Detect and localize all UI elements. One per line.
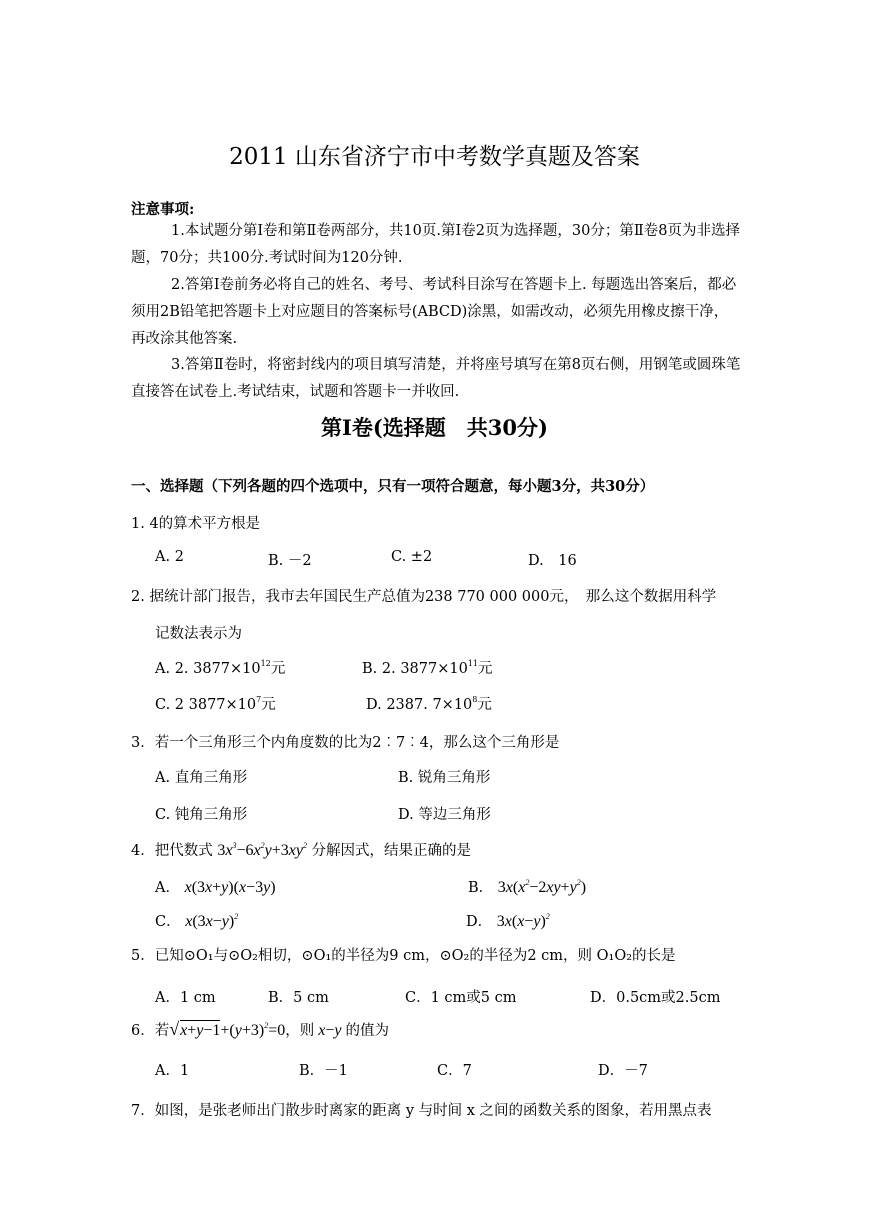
q3-option-a: A. 直角三角形 (155, 770, 248, 786)
q6-option-d: D．－7 (598, 1063, 648, 1079)
q6-option-b: B．－1 (299, 1063, 348, 1079)
q1-option-b: B. －2 (268, 553, 312, 569)
question-3-stem: 3．若一个三角形三个内角度数的比为2︰7︰4，那么这个三角形是 (131, 735, 560, 751)
q5-option-d: D．0.5cm或2.5cm (590, 990, 721, 1006)
q5-option-a: A．1 cm (155, 990, 216, 1006)
q4-option-d: D． $3x(x-y)^2$ (466, 912, 550, 930)
q5-option-b: B．5 cm (268, 990, 329, 1006)
question-2-stem-line1: 2. 据统计部门报告，我市去年国民生产总值为238 770 000 000元， 那么这个数据用科学 (131, 589, 717, 605)
q3-option-b: B. 锐角三角形 (398, 770, 491, 786)
q1-option-d: D. 16 (528, 553, 577, 569)
q4-expression: $3x^3-6x^2y+3xy^2$ (217, 841, 307, 859)
q6-option-c: C．7 (437, 1063, 472, 1079)
question-1-stem: 1. 4的算术平方根是 (131, 516, 261, 532)
q2-option-d: D. 2387. $7\times 10^8$元 (366, 695, 492, 713)
q4-option-b: B． $3x(x^2-2xy+y^2)$ (468, 878, 587, 896)
q2-option-b: B. 2. $3877\times 10^{11}$元 (362, 659, 493, 677)
question-2-stem-line2: 记数法表示为 (155, 626, 242, 642)
q3-option-d: D. 等边三角形 (398, 807, 491, 823)
q6-expression: $√x+y-1+(y+3)^2=0$ (169, 1019, 286, 1039)
q4-option-a: A． x(3x+y)(x−3y) (155, 879, 276, 896)
notice-item-3: 3.答第Ⅱ卷时，将密封线内的项目填写清楚，并将座号填写在第8页右侧，用钢笔或圆珠笔直接答在试卷上.考试结束，试题和答题卡一并收回. (131, 357, 741, 400)
q2-option-c: C. 2 $3877\times 10^7$元 (155, 695, 276, 713)
question-6-stem: 6．若$√x+y-1+(y+3)^2=0$，则 x−y 的值为 (131, 1019, 390, 1039)
q2-option-a: A. 2. $3877\times 10^{12}$元 (155, 659, 286, 677)
notice-item-1: 1.本试题分第Ⅰ卷和第Ⅱ卷两部分，共10页.第Ⅰ卷2页为选择题，30分；第Ⅱ卷8页为非选择题，70分；共100分.考试时间为120分钟. (131, 223, 740, 266)
part-heading: 一、选择题（下列各题的四个选项中，只有一项符合题意，每小题3分，共30分） (131, 478, 655, 495)
q3-option-c: C. 钝角三角形 (155, 807, 248, 823)
notice-heading: 注意事项: (131, 201, 195, 218)
q5-option-c: C．1 cm或5 cm (405, 990, 517, 1006)
q6-option-a: A．1 (155, 1063, 190, 1079)
question-7-stem: 7．如图，是张老师出门散步时离家的距离 y 与时间 x 之间的函数关系的图象，若用黑点表 (131, 1103, 712, 1119)
question-5-stem: 5．已知⊙O₁与⊙O₂相切，⊙O₁的半径为9 cm，⊙O₂的半径为2 cm，则 O₁O₂的长是 (131, 948, 676, 964)
q4-option-c: C． $x(3x-y)^2$ (155, 912, 239, 930)
q1-option-a: A. 2 (155, 549, 184, 565)
q1-option-c: C. ±2 (391, 549, 433, 565)
section-title: 第Ⅰ卷(选择题 共30分) (321, 415, 548, 440)
page-title: 2011 山东省济宁市中考数学真题及答案 (229, 144, 640, 170)
notice-item-2: 2.答第Ⅰ卷前务必将自己的姓名、考号、考试科目涂写在答题卡上. 每题选出答案后，都必须用2B铅笔把答题卡上对应题目的答案标号(ABCD)涂黑，如需改动，必须先用橡皮擦干净，再改涂其他答案. (131, 277, 737, 347)
question-4-stem: 4．把代数式 $3x^3-6x^2y+3xy^2$ 分解因式，结果正确的是 (131, 841, 472, 859)
